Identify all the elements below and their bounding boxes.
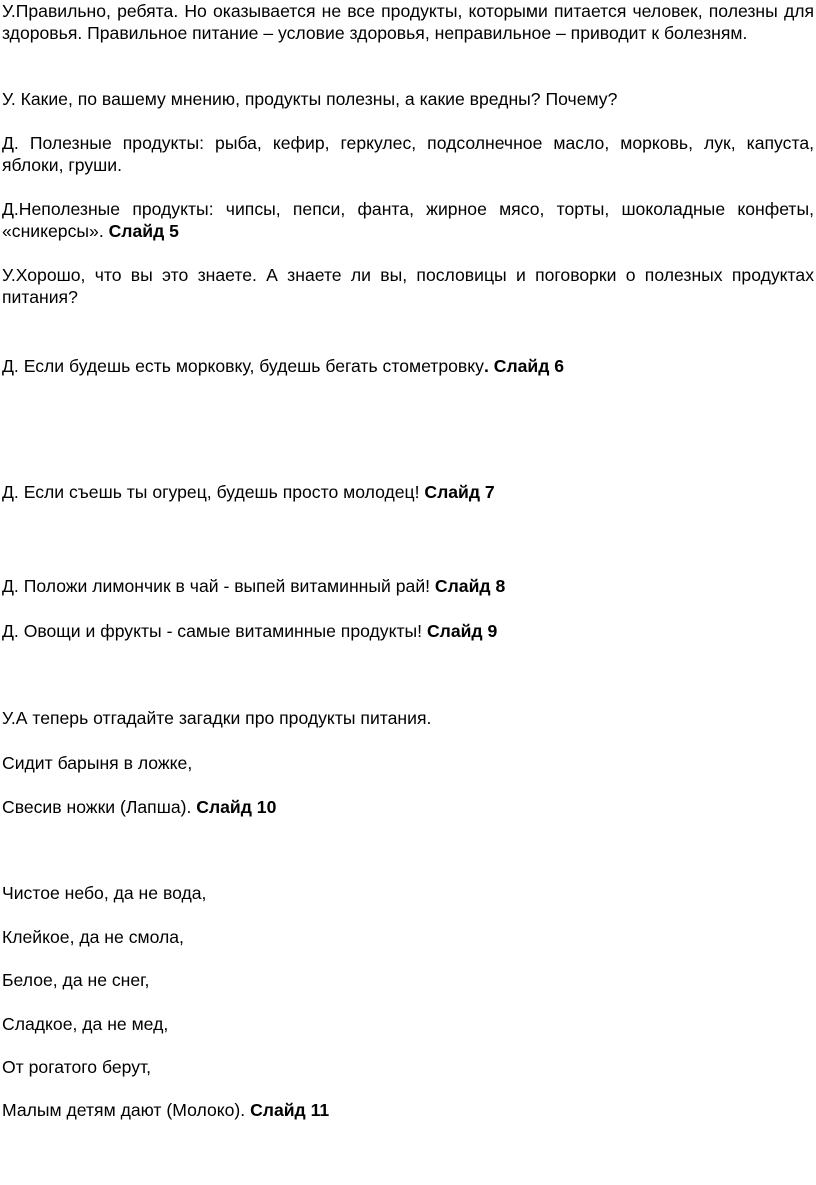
paragraph-text: Д. Если съешь ты огурец, будешь просто молодец! bbox=[2, 482, 425, 502]
paragraph-text: Свесив ножки (Лапша). bbox=[2, 797, 197, 817]
paragraph-text: Чистое небо, да не вода, bbox=[2, 883, 207, 903]
riddle-line bbox=[2, 882, 814, 904]
paragraph-text: У.Хорошо, что вы это знаете. А знаете ли вы, пословицы и поговорки о полезных продуктах питания? bbox=[2, 265, 814, 307]
paragraph-text: Д. Если будешь есть морковку, будешь бегать стометровку bbox=[2, 356, 484, 376]
paragraph-text: Сладкое, да не мед, bbox=[2, 1014, 169, 1034]
riddle-line bbox=[2, 752, 814, 774]
slide-reference: Слайд 7 bbox=[424, 482, 495, 502]
paragraph-teacher-question bbox=[2, 88, 814, 110]
slide-reference: Слайд 11 bbox=[250, 1100, 330, 1120]
riddle-line-answer bbox=[2, 796, 814, 818]
paragraph-teacher-riddles bbox=[2, 707, 814, 729]
riddle-line bbox=[2, 969, 814, 991]
paragraph-text: Малым детям дают (Молоко). bbox=[2, 1100, 251, 1120]
paragraph-teacher-intro bbox=[2, 0, 814, 44]
riddle-line bbox=[2, 926, 814, 948]
paragraph-text: Д. Овощи и фрукты - самые витаминные продукты! bbox=[2, 621, 427, 641]
paragraph-text: Сидит барыня в ложке, bbox=[2, 753, 193, 773]
slide-reference: Слайд 5 bbox=[108, 221, 179, 241]
paragraph-text: Д. Полезные продукты: рыба, кефир, геркулес, подсолнечное масло, морковь, лук, капуста, яблоки, груши. bbox=[2, 133, 814, 175]
paragraph-proverb-cucumber bbox=[2, 481, 814, 503]
slide-reference: Слайд 8 bbox=[434, 576, 506, 596]
paragraph-text: У.Правильно, ребята. Но оказывается не все продукты, которыми питается человек, полезны для здоровья. Правильное питание – условие здоровья, неправильное – приводит к болезням. bbox=[2, 1, 814, 43]
paragraph-text: Белое, да не снег, bbox=[2, 970, 150, 990]
paragraph-proverb-vegetables bbox=[2, 620, 814, 642]
paragraph-unhealthy-products bbox=[2, 198, 814, 242]
paragraph-text: От рогатого берут, bbox=[2, 1057, 152, 1077]
riddle-line bbox=[2, 1056, 814, 1078]
riddle-line bbox=[2, 1013, 814, 1035]
paragraph-text: Д.Неполезные продукты: чипсы, пепси, фанта, жирное мясо, торты, шоколадные конфеты, «сникерсы». bbox=[2, 199, 814, 241]
paragraph-teacher-proverbs bbox=[2, 264, 814, 308]
slide-reference: . Слайд 6 bbox=[483, 356, 565, 376]
slide-reference: Слайд 10 bbox=[196, 797, 277, 817]
paragraph-text: Д. Положи лимончик в чай - выпей витаминный рай! bbox=[2, 576, 435, 596]
paragraph-proverb-carrot bbox=[2, 355, 814, 377]
paragraph-proverb-lemon bbox=[2, 575, 814, 597]
paragraph-text: У. Какие, по вашему мнению, продукты полезны, а какие вредны? Почему? bbox=[2, 89, 618, 109]
paragraph-text: У.А теперь отгадайте загадки про продукты питания. bbox=[2, 708, 432, 728]
slide-reference: Слайд 9 bbox=[426, 621, 498, 641]
paragraph-healthy-products bbox=[2, 132, 814, 176]
paragraph-text: Клейкое, да не смола, bbox=[2, 927, 184, 947]
riddle-line-answer bbox=[2, 1099, 814, 1121]
